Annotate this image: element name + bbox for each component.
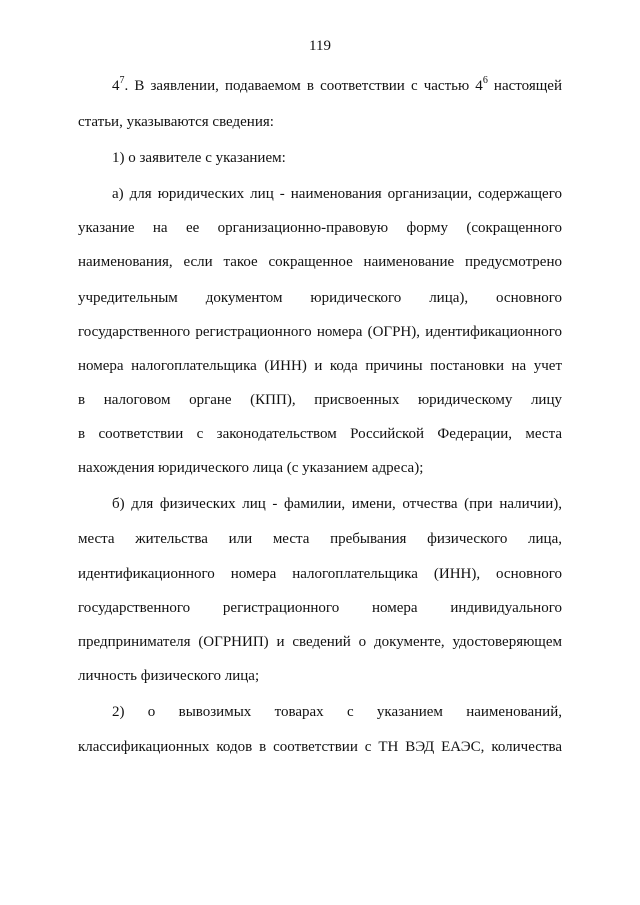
item-b-line: места жительства или места пребывания физического лица, — [78, 531, 562, 547]
item-a-line: указание на ее организационно-правовую форму (сокращенного — [78, 220, 562, 236]
item-a-line: наименования, если такое сокращенное наименование предусмотрено — [78, 254, 562, 270]
item-a-line: государственного регистрационного номера (ОГРН), идентификационного — [78, 324, 562, 340]
item-a-line: в налоговом органе (КПП), присвоенных юридическому лицу — [78, 392, 562, 408]
item-a-line: а) для юридических лиц - наименования организации, содержащего — [112, 186, 562, 202]
paragraph-number: 4 — [112, 78, 120, 94]
paragraph-text: . В заявлении, подаваемом в соответствии с частью 4 — [124, 78, 483, 94]
item-2-line: классификационных кодов в соответствии с ТН ВЭД ЕАЭС, количества — [78, 739, 562, 755]
item-a-line: учредительным документом юридического лица), основного — [78, 290, 562, 306]
paragraph-line — [112, 76, 562, 96]
item-b-line: б) для физических лиц - фамилии, имени, отчества (при наличии), — [112, 496, 562, 512]
paragraph-line: статьи, указываются сведения: — [78, 114, 274, 130]
item-b-line: государственного регистрационного номера индивидуального — [78, 600, 562, 616]
item-2-line: 2) о вывозимых товарах с указанием наименований, — [112, 704, 562, 720]
item-a-line: нахождения юридического лица (с указанием адреса); — [78, 460, 424, 476]
paragraph-text: настоящей — [487, 78, 562, 94]
paragraph-superscript: 7 — [119, 75, 125, 86]
item-b-line: личность физического лица; — [78, 668, 260, 684]
item-b-line: идентификационного номера налогоплательщика (ИНН), основного — [78, 566, 562, 582]
item-b-line: предпринимателя (ОГРНИП) и сведений о документе, удостоверяющем — [78, 634, 562, 650]
item-a-line: в соответствии с законодательством Российской Федерации, места — [78, 426, 562, 442]
reference-superscript: 6 — [482, 75, 488, 86]
page-number: 119 — [309, 38, 331, 54]
item-1-heading: 1) о заявителе с указанием: — [112, 150, 286, 166]
item-a-line: номера налогоплательщика (ИНН) и кода причины постановки на учет — [78, 358, 562, 374]
